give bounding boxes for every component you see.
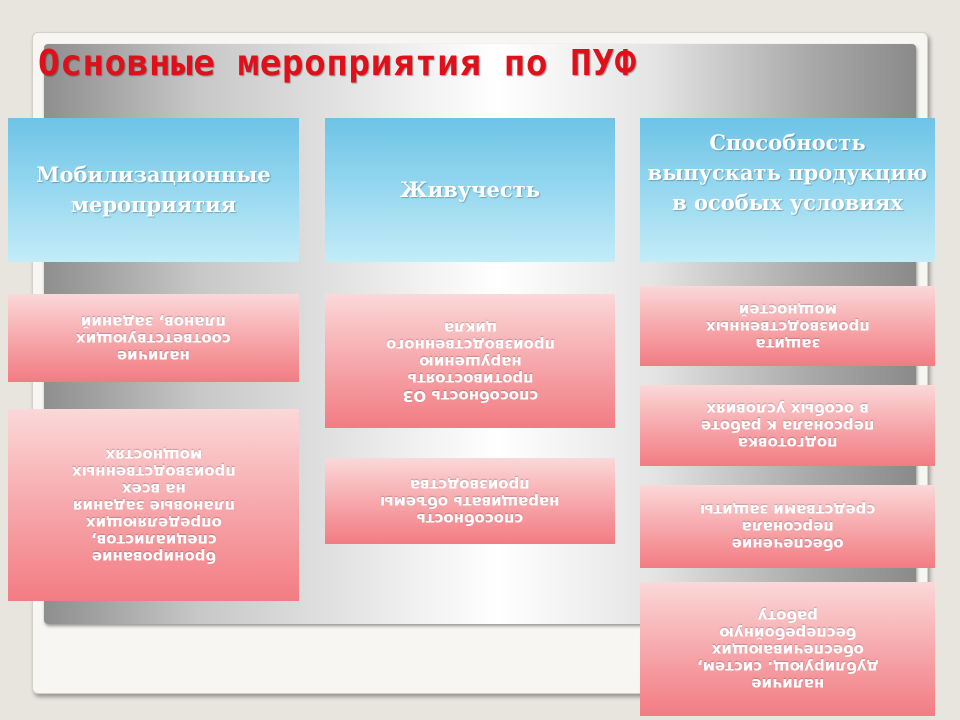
item-backup-systems (640, 582, 935, 716)
item-protect-capacity-text: защита производственных мощностей (705, 300, 870, 353)
item-specialists-reservation-text: бронирование специалистов, определяющих плановые задания на всех производственных мощностях (71, 445, 236, 566)
header-special-conditions (640, 118, 935, 262)
slide-title: Основные мероприятия по ПУФ (38, 43, 637, 84)
item-staff-training (640, 385, 935, 466)
item-staff-training-text: подготовка персонала к работе в особых условиях (700, 400, 875, 452)
item-protect-capacity (640, 286, 935, 366)
item-backup-systems-text: наличие дублирующ. систем, обеспечивающих бесперебойную работу (696, 606, 879, 693)
item-resist-disruption (325, 294, 615, 428)
item-increase-volumes-text: способность наращивать объемы производства (380, 475, 560, 528)
header-survivability (325, 118, 615, 262)
item-protective-equipment-text: обеспечение персонала средствами защиты (699, 501, 876, 553)
item-specialists-reservation (8, 409, 299, 601)
header-survivability-label: Живучесть (400, 177, 540, 202)
item-protective-equipment (640, 485, 935, 568)
item-increase-volumes (325, 458, 615, 544)
item-resist-disruption-text: способность ОЗ противостоять нарушению производственного цикла (385, 318, 555, 405)
item-plans-tasks (8, 294, 299, 382)
header-mobilization-label: Мобилизационные мероприятия (36, 162, 271, 217)
header-special-conditions-label: Способность выпускать продукцию в особых условиях (647, 130, 928, 215)
item-plans-tasks-text: наличие соответствующих планов, заданий (76, 312, 231, 365)
header-mobilization (8, 118, 299, 262)
